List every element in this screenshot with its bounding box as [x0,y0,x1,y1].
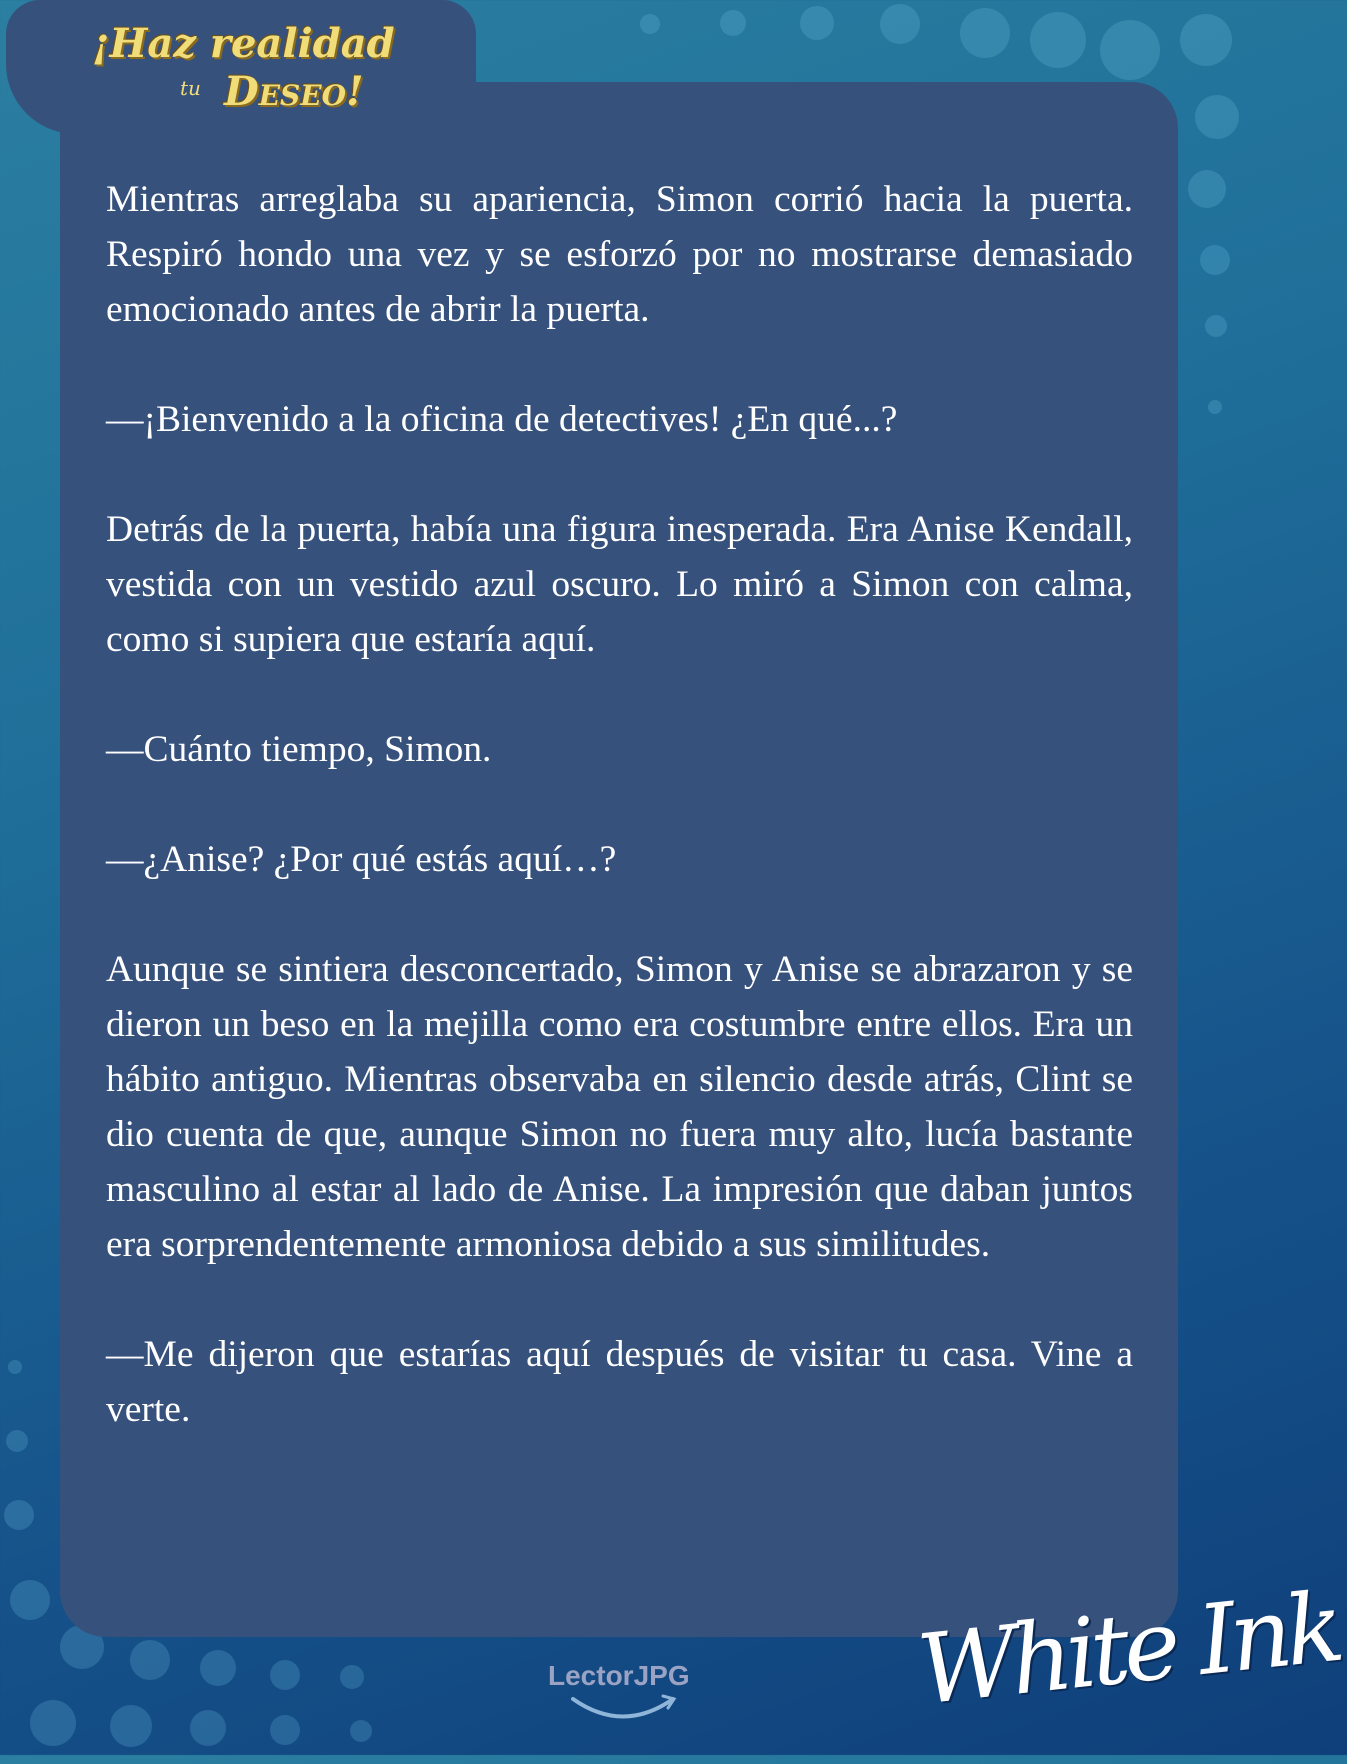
paragraph: —¡Bienvenido a la oficina de detectives! ¿En qué...? [106,399,898,440]
watermark-text: LectorJPG [548,1660,690,1691]
paragraph: —Me dijeron que estarías aquí después de visitar tu casa. Vine a verte. [106,1334,1133,1430]
paragraph: Mientras arreglaba su apariencia, Simon corrió hacia la puerta. Respiró hondo una vez y se esforzó por no mostrarse demasiado emocionado antes de abrir la puerta. [106,179,1133,330]
white-ink-signature: White Ink [912,1571,1344,1727]
logo-line2: Deseo! [224,68,364,115]
smile-icon [568,1694,678,1724]
logo-small-word: tu [180,76,201,100]
lectorjpg-watermark [548,1660,698,1730]
story-text [106,172,1133,1492]
paragraph: Aunque se sintiera desconcertado, Simon y Anise se abrazaron y se dieron un beso en la mejilla como era costumbre entre ellos. Era un hábito antiguo. Mientras observaba en silencio desde atrás, Clint se dio cuenta de que, aunque Simon no fuera muy alto, lucía bastante masculino al estar al lado de Anise. La impresión que daban juntos era sorprendentemente armoniosa debido a sus similitudes. [106,949,1133,1265]
brand-logo [92,20,395,125]
paragraph: —Cuánto tiempo, Simon. [106,729,492,770]
paragraph: Detrás de la puerta, había una figura inesperada. Era Anise Kendall, vestida con un vestido azul oscuro. Lo miró a Simon con calma, como si supiera que estaría aquí. [106,509,1133,660]
logo-line1: ¡Haz realidad [92,20,395,67]
paragraph: —¿Anise? ¿Por qué estás aquí…? [106,839,617,880]
